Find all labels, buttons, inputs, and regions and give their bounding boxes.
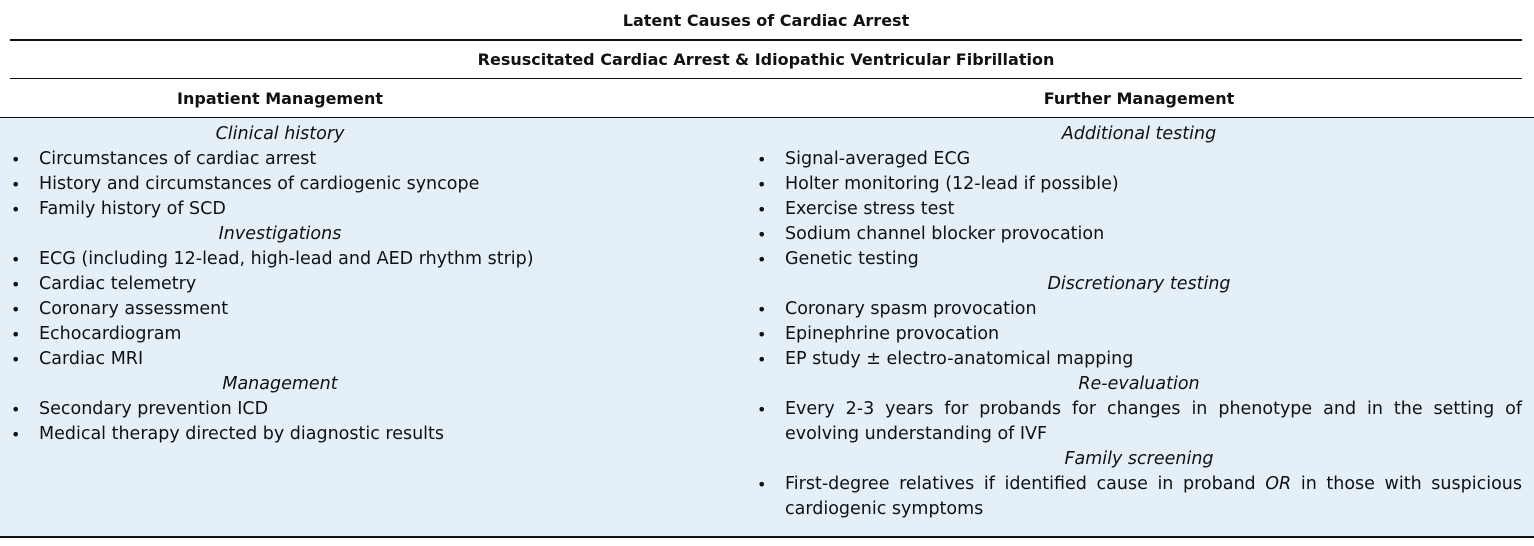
bullet-icon: • — [11, 325, 21, 344]
list-item — [756, 347, 1522, 372]
list-item — [10, 272, 550, 297]
list-item-text: History and circumstances of cardiogenic syncope — [39, 174, 480, 194]
list-item-text: Exercise stress test — [785, 199, 955, 219]
list-item — [10, 422, 550, 447]
list-item — [756, 322, 1522, 347]
list-item-text: Secondary prevention ICD — [39, 399, 269, 419]
bullet-icon: • — [11, 300, 21, 319]
bullet-icon: • — [757, 475, 767, 494]
list-item — [756, 247, 1522, 272]
list-item — [10, 172, 550, 197]
column-header-further: Further Management — [1043, 89, 1235, 108]
bullet-list — [756, 472, 1522, 522]
list-item-text: Family history of SCD — [39, 199, 226, 219]
list-item — [756, 472, 1522, 522]
list-item-emphasis: OR — [1265, 474, 1292, 494]
section-heading: Management — [222, 374, 338, 394]
title-rule — [10, 39, 1522, 41]
bullet-icon: • — [757, 350, 767, 369]
list-item-text: Sodium channel blocker provocation — [785, 224, 1105, 244]
list-item — [10, 397, 550, 422]
table-subtitle: Resuscitated Cardiac Arrest & Idiopathic Ventricular Fibrillation — [477, 50, 1055, 69]
list-item — [756, 197, 1522, 222]
section-heading: Family screening — [1064, 449, 1214, 469]
list-item — [10, 147, 550, 172]
list-item — [756, 172, 1522, 197]
list-item-text: Epinephrine provocation — [785, 324, 1000, 344]
list-item — [10, 322, 550, 347]
list-item — [756, 397, 1522, 447]
bullet-icon: • — [11, 150, 21, 169]
bullet-icon: • — [757, 225, 767, 244]
bullet-list — [756, 147, 1522, 272]
section-heading: Re-evaluation — [1078, 374, 1200, 394]
section-heading: Discretionary testing — [1047, 274, 1231, 294]
bullet-icon: • — [757, 200, 767, 219]
list-item — [756, 147, 1522, 172]
bullet-icon: • — [757, 325, 767, 344]
list-item-text: Circumstances of cardiac arrest — [39, 149, 317, 169]
bullet-icon: • — [757, 250, 767, 269]
list-item — [10, 197, 550, 222]
bullet-icon: • — [757, 175, 767, 194]
bullet-icon: • — [11, 175, 21, 194]
bullet-list — [10, 147, 550, 222]
list-item-text-part: in those with suspicious cardiogenic symptoms — [785, 474, 1522, 519]
bottom-rule — [0, 536, 1534, 538]
section-heading: Additional testing — [1061, 124, 1217, 144]
bullet-icon: • — [11, 250, 21, 269]
bullet-icon: • — [757, 150, 767, 169]
bullet-list — [756, 297, 1522, 372]
list-item-text: Every 2-3 years for probands for changes in phenotype and in the setting of evolving understanding of IVF — [785, 399, 1522, 444]
bullet-icon: • — [757, 300, 767, 319]
list-item-text: Coronary spasm provocation — [785, 299, 1037, 319]
bullet-icon: • — [11, 400, 21, 419]
list-item-text: Cardiac telemetry — [39, 274, 197, 294]
bullet-icon: • — [11, 350, 21, 369]
bullet-list — [10, 247, 550, 372]
bullet-list — [756, 397, 1522, 447]
list-item — [756, 222, 1522, 247]
bullet-icon: • — [757, 400, 767, 419]
list-item-text-part: First-degree relatives if identified cause in proband — [785, 474, 1266, 494]
list-item-text: Signal-averaged ECG — [785, 149, 971, 169]
list-item-text: ECG (including 12-lead, high-lead and AED rhythm strip) — [39, 249, 534, 269]
table-title: Latent Causes of Cardiac Arrest — [622, 11, 910, 30]
list-item-text — [785, 474, 1522, 519]
column-header-inpatient: Inpatient Management — [177, 89, 383, 108]
list-item-text: Genetic testing — [785, 249, 919, 269]
further-management-column — [756, 122, 1522, 522]
list-item-text: Medical therapy directed by diagnostic results — [39, 424, 445, 444]
list-item-text: Coronary assessment — [39, 299, 229, 319]
list-item — [10, 247, 550, 272]
bullet-icon: • — [11, 425, 21, 444]
list-item — [10, 297, 550, 322]
list-item-text: EP study ± electro-anatomical mapping — [785, 349, 1134, 369]
list-item-text: Echocardiogram — [39, 324, 182, 344]
bullet-icon: • — [11, 275, 21, 294]
list-item-text: Holter monitoring (12-lead if possible) — [785, 174, 1119, 194]
bullet-list — [10, 397, 550, 447]
inpatient-management-column — [10, 122, 550, 447]
subtitle-rule — [10, 78, 1522, 79]
list-item — [10, 347, 550, 372]
bullet-icon: • — [11, 200, 21, 219]
section-heading: Investigations — [218, 224, 342, 244]
list-item-text: Cardiac MRI — [39, 349, 144, 369]
section-heading: Clinical history — [215, 124, 345, 144]
list-item — [756, 297, 1522, 322]
